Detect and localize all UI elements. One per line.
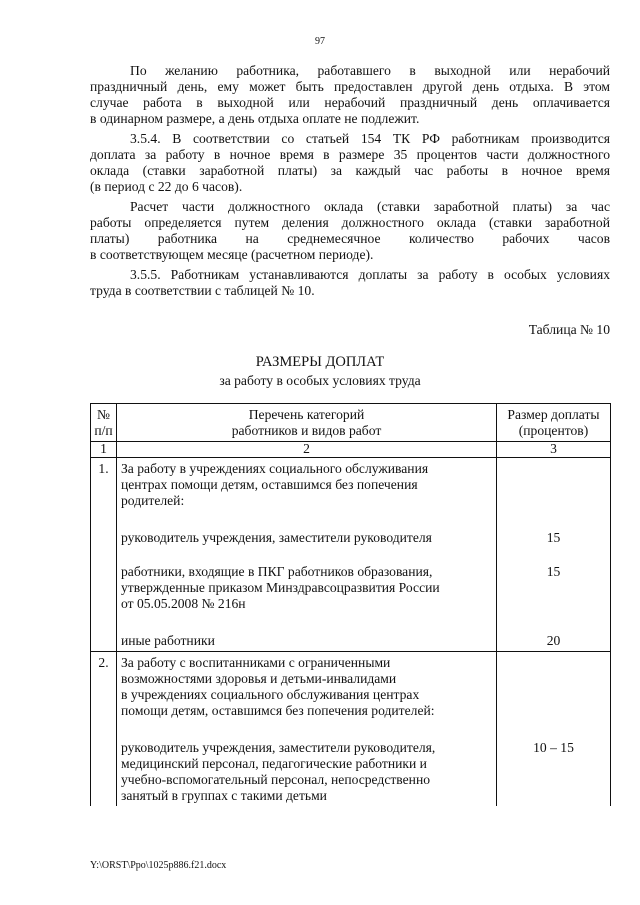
body-line: работы определяется путем деления должностного оклада (ставки заработной (90, 215, 610, 230)
footer-file-path: Y:\ORST\Ppo\1025p886.f21.docx (90, 860, 227, 871)
row-intro-line: в учреждениях социального обслуживания центрах (121, 687, 420, 702)
column-number-2: 2 (303, 441, 310, 456)
item-line: утвержденные приказом Минздравсоцразвития России (121, 580, 440, 595)
row-intro-line: За работу в учреждениях социального обслуживания (121, 461, 429, 476)
header-num-line1: № (97, 407, 110, 422)
row-intro-line: За работу с воспитанниками с ограниченными (121, 655, 391, 670)
body-line: в одинарном размере, а день отдыха оплате не подлежит. (90, 111, 420, 126)
column-number-1: 1 (100, 441, 107, 456)
item-line: занятый в группах с такими детьми (121, 788, 327, 803)
column-number-3: 3 (550, 441, 557, 456)
item-value: 10 – 15 (533, 740, 574, 755)
body-line: праздничный день, ему может быть предоставлен другой день отдыха. В этом (90, 79, 610, 94)
item-line: иные работники (121, 633, 215, 648)
body-line: оклада (ставки заработной платы) за каждый час работы в ночное время (90, 163, 610, 178)
item-line: от 05.05.2008 № 216н (121, 596, 246, 611)
header-num-line2: п/п (94, 423, 113, 438)
row-intro-line: родителей: (121, 493, 185, 508)
row-intro-line: центрах помощи детям, оставшимся без попечения (121, 477, 418, 492)
table-title: РАЗМЕРЫ ДОПЛАТ (255, 354, 385, 370)
body-line: 3.5.4. В соответствии со статьей 154 ТК РФ работникам производится (130, 131, 610, 146)
table-label: Таблица № 10 (528, 322, 610, 337)
row-intro-line: возможностями здоровья и детьми-инвалидами (121, 671, 397, 686)
table-subtitle: за работу в особых условиях труда (219, 373, 421, 388)
row-intro-line: помощи детям, оставшимся без попечения родителей: (121, 703, 435, 718)
item-line: учебно-вспомогательный персонал, непосредственно (121, 772, 431, 787)
header-categories-line2: работников и видов работ (231, 423, 382, 438)
item-line: руководитель учреждения, заместители руководителя, (121, 740, 436, 755)
item-value: 15 (546, 564, 561, 579)
body-line: (в период с 22 до 6 часов). (90, 179, 243, 194)
header-amount-line1: Размер доплаты (507, 407, 600, 422)
header-categories-line1: Перечень категорий (248, 407, 365, 422)
body-line: случае работа в выходной или нерабочий праздничный день оплачивается (90, 95, 610, 110)
body-line: 3.5.5. Работникам устанавливаются доплаты за работу в особых условиях (130, 267, 610, 282)
body-line: По желанию работника, работавшего в выходной или нерабочий (130, 63, 610, 78)
item-line: руководитель учреждения, заместители руководителя (121, 530, 432, 545)
body-line: Расчет части должностного оклада (ставки заработной платы) за час (130, 199, 610, 214)
row-number: 1. (98, 461, 109, 476)
body-line: платы) работника на среднемесячное количество рабочих часов (90, 231, 610, 246)
item-value: 15 (546, 530, 561, 545)
item-line: медицинский персонал, педагогические работники и (121, 756, 427, 771)
header-amount-line2: (процентов) (518, 423, 589, 438)
row-number: 2. (98, 655, 109, 670)
body-line: доплата за работу в ночное время в размере 35 процентов части должностного (90, 147, 610, 162)
page-number: 97 (315, 36, 325, 47)
item-value: 20 (546, 633, 561, 648)
body-line: в соответствующем месяце (расчетном периоде). (90, 247, 374, 262)
body-line: труда в соответствии с таблицей № 10. (90, 283, 315, 298)
item-line: работники, входящие в ПКГ работников образования, (121, 564, 433, 579)
